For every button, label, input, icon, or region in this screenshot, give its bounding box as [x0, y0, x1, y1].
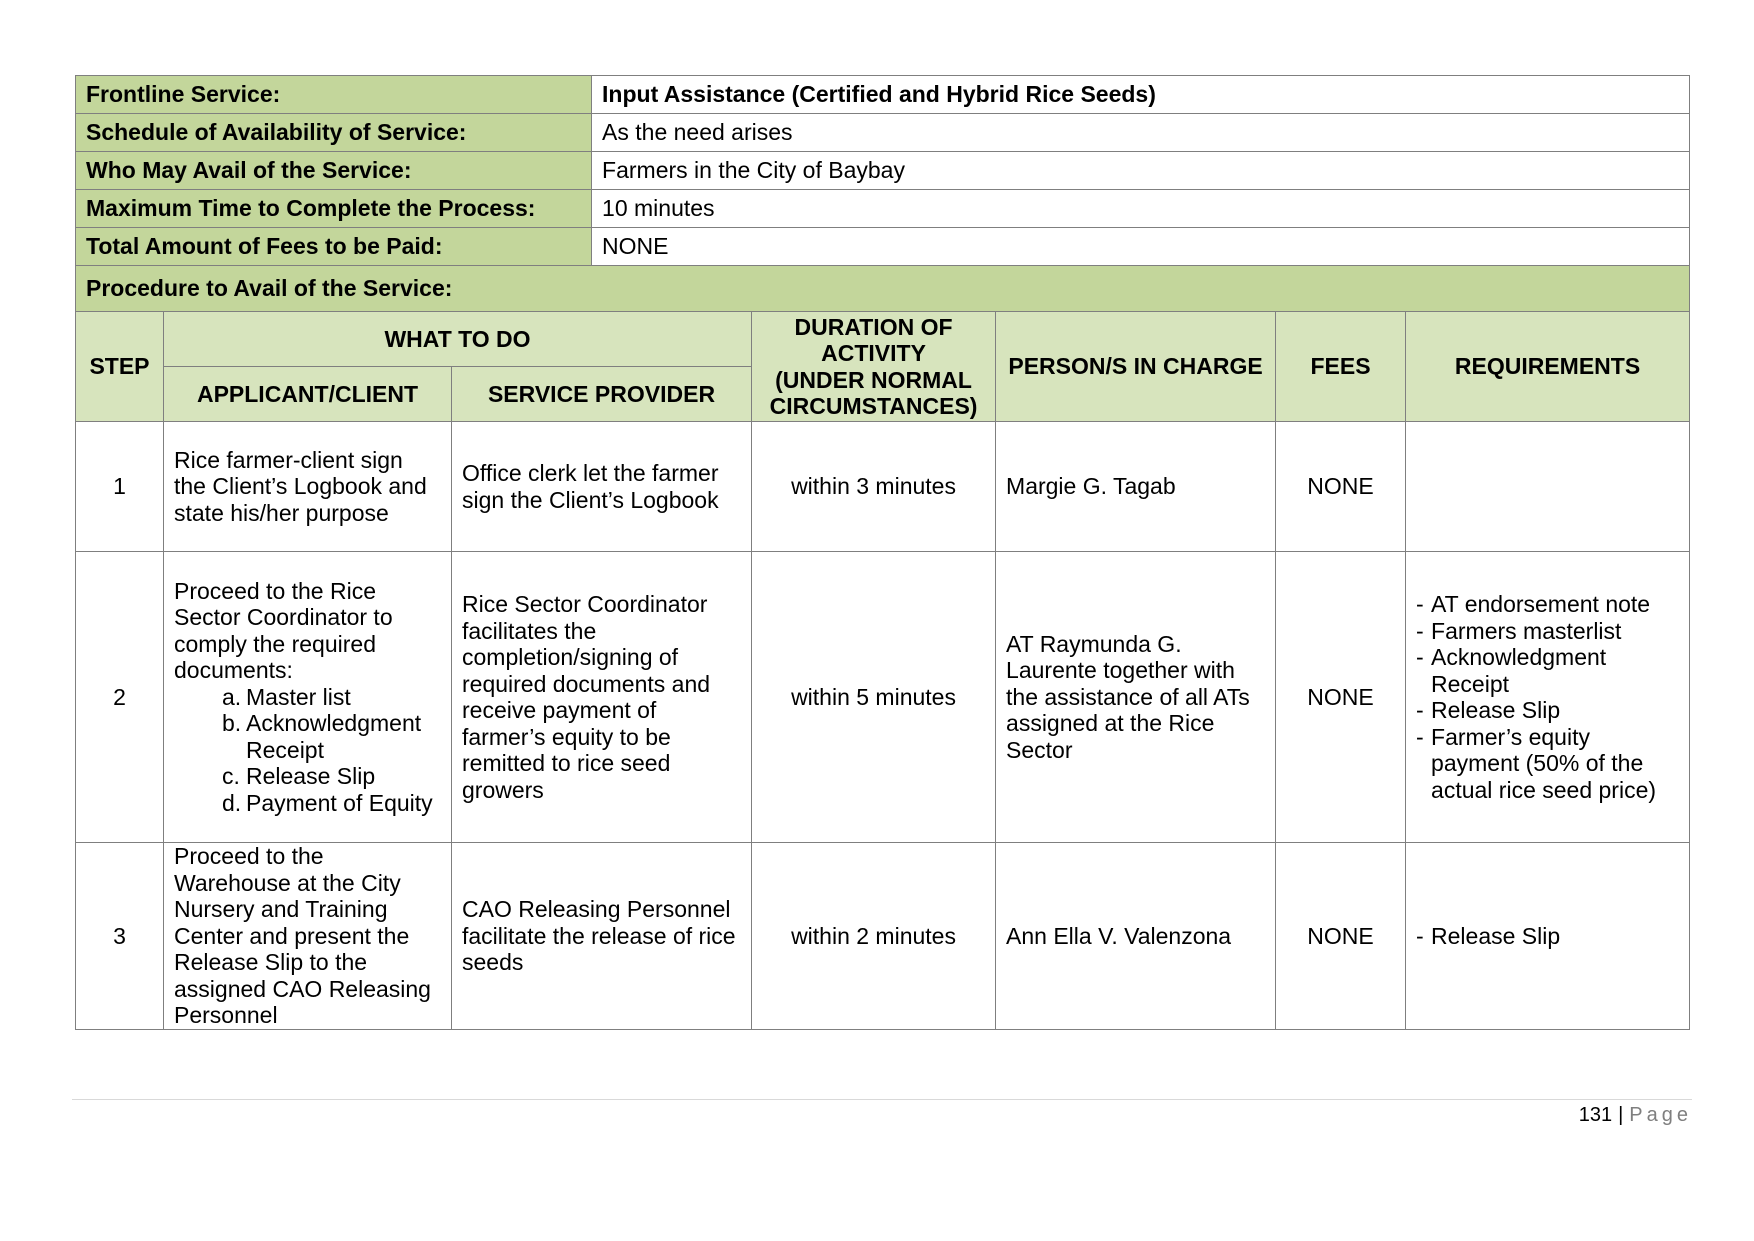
provider-action: Office clerk let the farmer sign the Client’s Logbook: [452, 422, 752, 552]
list-item-text: Master list: [246, 683, 351, 710]
duration: within 5 minutes: [752, 552, 996, 843]
header-applicant-client: APPLICANT/CLIENT: [164, 367, 452, 422]
header-service-provider: SERVICE PROVIDER: [452, 367, 752, 422]
header-what-to-do: WHAT TO DO: [164, 312, 752, 367]
header-duration-line1: DURATION OF ACTIVITY: [794, 313, 953, 366]
service-info-table: [75, 75, 1690, 1030]
procedure-title: Procedure to Avail of the Service:: [76, 266, 1690, 312]
list-item: - AT endorsement note: [1416, 591, 1651, 617]
info-row-max-time: [76, 190, 1690, 228]
info-value: NONE: [592, 228, 1690, 266]
requirements-list: [1416, 923, 1679, 950]
info-label: Total Amount of Fees to be Paid:: [76, 228, 592, 266]
list-item: [222, 684, 441, 711]
page-word: Page: [1629, 1104, 1692, 1126]
requirements: [1406, 843, 1690, 1030]
applicant-action: Proceed to the Warehouse at the City Nursery and Training Center and present the Release Slip to the assigned CAO Releasing Personnel: [164, 843, 452, 1030]
info-value: Farmers in the City of Baybay: [592, 152, 1690, 190]
table-row: [76, 422, 1690, 552]
step-number: 3: [76, 843, 164, 1030]
info-label: Who May Avail of the Service:: [76, 152, 592, 190]
requirement-text: Release Slip: [1431, 922, 1561, 949]
duration: within 3 minutes: [752, 422, 996, 552]
list-item: [222, 710, 441, 763]
info-row-frontline-service: [76, 76, 1690, 114]
requirements: [1406, 552, 1690, 843]
info-value: Input Assistance (Certified and Hybrid Rice Seeds): [592, 76, 1690, 114]
info-value: 10 minutes: [592, 190, 1690, 228]
table-row: [76, 843, 1690, 1030]
header-duration: [752, 312, 996, 422]
list-item: - Release Slip: [1416, 697, 1561, 723]
info-label: Frontline Service:: [76, 76, 592, 114]
info-row-schedule: [76, 114, 1690, 152]
requirement-text: Farmer’s equity payment (50% of the actual rice seed price): [1431, 723, 1657, 803]
person-in-charge: AT Raymunda G. Laurente together with the assistance of all ATs assigned at the Rice Sector: [996, 552, 1276, 843]
page-number: 131: [1578, 1104, 1613, 1126]
requirements-list: [1416, 591, 1679, 803]
info-label: Schedule of Availability of Service:: [76, 114, 592, 152]
header-step: STEP: [76, 312, 164, 422]
info-value: As the need arises: [592, 114, 1690, 152]
list-item: - Farmers masterlist: [1416, 617, 1622, 644]
list-item: [222, 790, 441, 817]
applicant-action: Rice farmer-client sign the Client’s Logbook and state his/her purpose: [164, 422, 452, 552]
fees: NONE: [1276, 422, 1406, 552]
requirement-text: AT endorsement note: [1431, 591, 1651, 617]
provider-action: CAO Releasing Personnel facilitate the release of rice seeds: [452, 843, 752, 1030]
table-row: [76, 552, 1690, 843]
list-item-text: Payment of Equity: [246, 789, 433, 816]
step-number: 1: [76, 422, 164, 552]
procedure-title-row: [76, 266, 1690, 312]
applicant-action: [164, 552, 452, 843]
step-number: 2: [76, 552, 164, 843]
header-fees: FEES: [1276, 312, 1406, 422]
list-item: - Release Slip: [1416, 922, 1561, 949]
person-in-charge: Margie G. Tagab: [996, 422, 1276, 552]
fees: NONE: [1276, 843, 1406, 1030]
info-row-total-fees: [76, 228, 1690, 266]
page-separator: |: [1618, 1104, 1624, 1126]
list-marker: b.: [222, 710, 242, 737]
info-label: Maximum Time to Complete the Process:: [76, 190, 592, 228]
header-requirements: REQUIREMENTS: [1406, 312, 1690, 422]
list-marker: a.: [222, 683, 242, 710]
list-marker: c.: [222, 763, 240, 790]
person-in-charge: Ann Ella V. Valenzona: [996, 843, 1276, 1030]
provider-action: Rice Sector Coordinator facilitates the completion/signing of required documents and receive payment of farmer’s equity to be remitted to rice seed growers: [452, 552, 752, 843]
list-item: - Acknowledgment Receipt: [1416, 644, 1679, 697]
fees: NONE: [1276, 552, 1406, 843]
list-item: - Farmer’s equity payment (50% of the actual rice seed price): [1416, 724, 1679, 804]
footer-divider: [72, 1099, 1692, 1100]
list-marker: d.: [222, 789, 242, 816]
list-item-text: Release Slip: [246, 763, 376, 790]
citizen-charter-sheet: [75, 75, 1689, 1030]
header-person-in-charge: PERSON/S IN CHARGE: [996, 312, 1276, 422]
applicant-action-text: Proceed to the Rice Sector Coordinator to comply the required documents:: [174, 577, 393, 684]
list-item: [222, 763, 441, 790]
page-number-footer: [1579, 1100, 1692, 1130]
applicant-document-list: [174, 684, 441, 817]
duration: within 2 minutes: [752, 843, 996, 1030]
list-item-text: Acknowledgment Receipt: [246, 710, 422, 763]
procedure-header-row: [76, 312, 1690, 367]
info-row-who-may-avail: [76, 152, 1690, 190]
requirement-text: Acknowledgment Receipt: [1431, 644, 1607, 697]
requirement-text: Farmers masterlist: [1431, 617, 1622, 644]
requirements: [1406, 422, 1690, 552]
requirement-text: Release Slip: [1431, 697, 1561, 723]
header-duration-line2: (UNDER NORMAL CIRCUMSTANCES): [769, 366, 978, 419]
